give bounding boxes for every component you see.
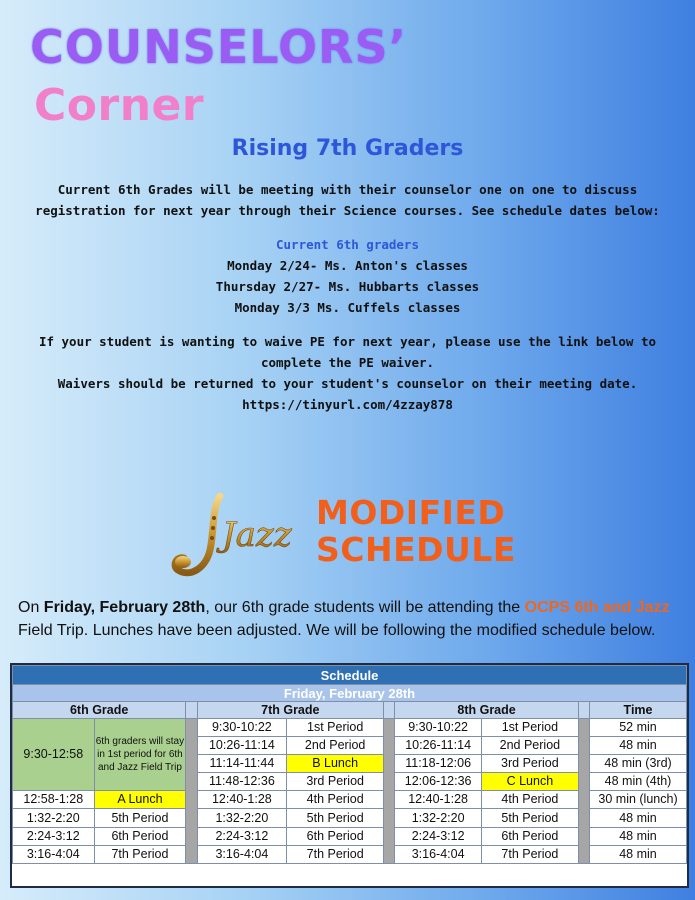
cell: 2:24-3:12 <box>13 827 95 845</box>
dates-title: Current 6th graders <box>276 237 419 252</box>
corner-title: Corner <box>34 80 205 131</box>
cell: 6th Period <box>287 827 384 845</box>
cell: 3:16-4:04 <box>395 845 482 863</box>
cell: 7th Period <box>287 845 384 863</box>
cell: 3rd Period <box>287 773 384 791</box>
cell: 10:26-11:14 <box>395 737 482 755</box>
cell: 7th Period <box>481 845 578 863</box>
cell: 12:40-1:28 <box>197 791 287 809</box>
cell: 2nd Period <box>287 737 384 755</box>
column-divider <box>384 702 395 719</box>
cell: 7th Period <box>94 845 186 863</box>
cell: 48 min <box>590 827 687 845</box>
title-line: SCHEDULE <box>316 530 516 569</box>
column-divider <box>578 719 589 864</box>
b-lunch-cell: B Lunch <box>287 755 384 773</box>
date-item: Thursday 2/27- Ms. Hubbarts classes <box>215 279 480 294</box>
waiver-link[interactable]: https://tinyurl.com/4zzay878 <box>242 397 453 412</box>
cell: 9:30-10:22 <box>395 719 482 737</box>
date-item: Monday 2/24- Ms. Anton's classes <box>227 258 468 273</box>
cell: 3:16-4:04 <box>13 845 95 863</box>
cell: 9:30-10:22 <box>197 719 287 737</box>
cell: 6th Period <box>481 827 578 845</box>
cell: 1st Period <box>287 719 384 737</box>
cell: 12:40-1:28 <box>395 791 482 809</box>
meeting-dates <box>0 234 695 318</box>
cell: 1:32-2:20 <box>197 809 287 827</box>
intro-text: Field Trip. Lunches have been adjusted. We will be following the modified schedule below. <box>18 622 656 639</box>
cell: 2nd Period <box>481 737 578 755</box>
cell: 48 min <box>590 809 687 827</box>
cell: 52 min <box>590 719 687 737</box>
cell: 1:32-2:20 <box>13 809 95 827</box>
cell: 1:32-2:20 <box>395 809 482 827</box>
field-trip-intro <box>18 596 686 642</box>
cell: 48 min (3rd) <box>590 755 687 773</box>
pe-waiver-note <box>10 331 685 415</box>
rising-intro: Current 6th Grades will be meeting with their counselor one on one to discuss registration for next year through their Science courses. See schedule dates below: <box>35 182 660 218</box>
cell: 11:48-12:36 <box>197 773 287 791</box>
jazz-logo-text: Jazz <box>222 515 292 555</box>
column-divider <box>186 702 197 719</box>
schedule-table <box>10 663 689 888</box>
cell: 11:14-11:44 <box>197 755 287 773</box>
cell: 2:24-3:12 <box>395 827 482 845</box>
header-6th: 6th Grade <box>13 702 186 719</box>
cell: 6th Period <box>94 827 186 845</box>
rising-heading: Rising 7th Graders <box>231 136 464 161</box>
column-divider <box>578 702 589 719</box>
column-divider <box>384 719 395 864</box>
cell: 48 min <box>590 737 687 755</box>
modified-schedule-title <box>316 494 516 568</box>
header-time: Time <box>590 702 687 719</box>
header-7th: 7th Grade <box>197 702 384 719</box>
cell: 12:58-1:28 <box>13 791 95 809</box>
column-divider <box>186 719 197 864</box>
intro-text: On <box>18 599 44 616</box>
g6-first-time: 9:30-12:58 <box>13 719 95 791</box>
cell: 3rd Period <box>481 755 578 773</box>
cell: 2:24-3:12 <box>197 827 287 845</box>
intro-text: , our 6th grade students will be attending the <box>205 599 525 616</box>
cell: 12:06-12:36 <box>395 773 482 791</box>
date-item: Monday 3/3 Ms. Cuffels classes <box>234 300 461 315</box>
table-row <box>13 719 687 737</box>
waiver-line: If your student is wanting to waive PE for next year, please use the link below to complete the PE waiver. <box>38 334 657 370</box>
cell: 5th Period <box>481 809 578 827</box>
c-lunch-cell: C Lunch <box>481 773 578 791</box>
cell: 3:16-4:04 <box>197 845 287 863</box>
cell: 5th Period <box>94 809 186 827</box>
cell: 10:26-11:14 <box>197 737 287 755</box>
counselors-title: COUNSELORS’ <box>30 20 408 74</box>
table-title: Schedule <box>13 666 687 685</box>
cell: 48 min <box>590 845 687 863</box>
cell: 11:18-12:06 <box>395 755 482 773</box>
cell: 48 min (4th) <box>590 773 687 791</box>
intro-date: Friday, February 28th <box>43 599 206 616</box>
header-8th: 8th Grade <box>395 702 579 719</box>
waiver-line: Waivers should be returned to your student's counselor on their meeting date. <box>57 376 638 391</box>
title-line: MODIFIED <box>316 493 506 532</box>
cell: 4th Period <box>481 791 578 809</box>
cell: 30 min (lunch) <box>590 791 687 809</box>
table-date: Friday, February 28th <box>13 685 687 702</box>
trip-name: OCPS 6th and Jazz <box>524 599 670 616</box>
cell: 4th Period <box>287 791 384 809</box>
a-lunch-cell: A Lunch <box>94 791 186 809</box>
cell: 5th Period <box>287 809 384 827</box>
cell: 1st Period <box>481 719 578 737</box>
g6-field-trip-note: 6th graders will stay in 1st period for 6th and Jazz Field Trip <box>94 719 186 791</box>
jazz-saxophone-logo <box>170 488 315 588</box>
